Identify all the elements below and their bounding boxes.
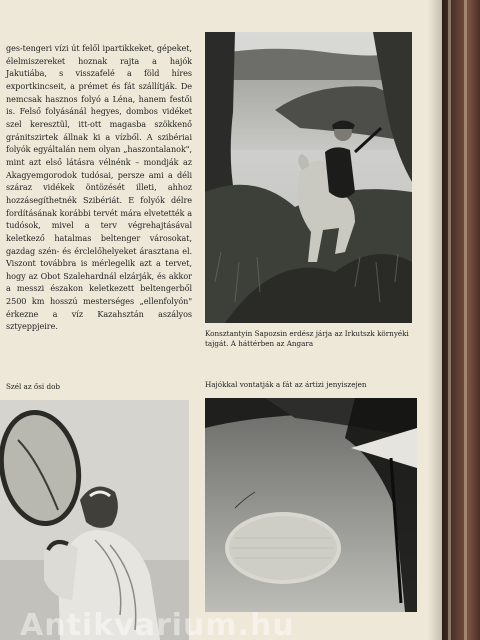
ships-photo-caption: Hajókkal vontatják a fát az ártizi jenyiszejen [205, 380, 367, 389]
page-gutter-shadow [428, 0, 442, 640]
river-raft-photo [205, 398, 417, 612]
page-edge [464, 0, 467, 640]
drum-photo-caption: Szél az ősi dob [6, 382, 61, 391]
article-body-text: ges-tengeri vízi út felől ipartikkeket, gépeket, élelmiszereket hoznak rajta a hajók Jakutiába, s visszafelé a föld híres exportkincseit, a prémet és fát szállítják. De nemcsak hasznos folyó a Léna, hanem festői is. Felső folyásánál hegyes, dombos vidéket szel keresztül, itt-ott magasba szökkenő gránitszirtek állnak ki a vízből. A szibériai folyók egyáltalán nem olyan „haszontalanok", mint azt első látásra vélnénk – mondják az Akagyemgorodok tudósai, persze ami a déli száraz vidékek öntözését illeti, ahhoz hozzásegíthetnék Szibériát. E folyók délre fordításának korábbi tervét mára elvetették a tudósok, mivel a terv végrehajtásával keletkező hatalmas beltenger városokat, gazdag szén- és érclelőhelyeket árasztana el. Viszont továbbra is mérlegelik azt a tervet, hogy az Obot Szalehardnál elzárják, és akkor a messzi északon keletkezett beltengerből 2500 km hosszú mesterséges „ellenfolyón" érkezne a víz Kazahsztán aszályos sztyeppjeire. [6, 43, 192, 332]
rider-photo-caption: Konsztantyin Sapozsin erdész járja az Irkutszk környéki tajgát. A háttérben az Angara [205, 329, 409, 348]
rider-photo [205, 32, 412, 323]
book-spine [442, 0, 480, 640]
page-edge [448, 0, 451, 640]
shaman-drum-photo [0, 400, 189, 640]
watermark: Antikvarium.hu [20, 612, 295, 640]
